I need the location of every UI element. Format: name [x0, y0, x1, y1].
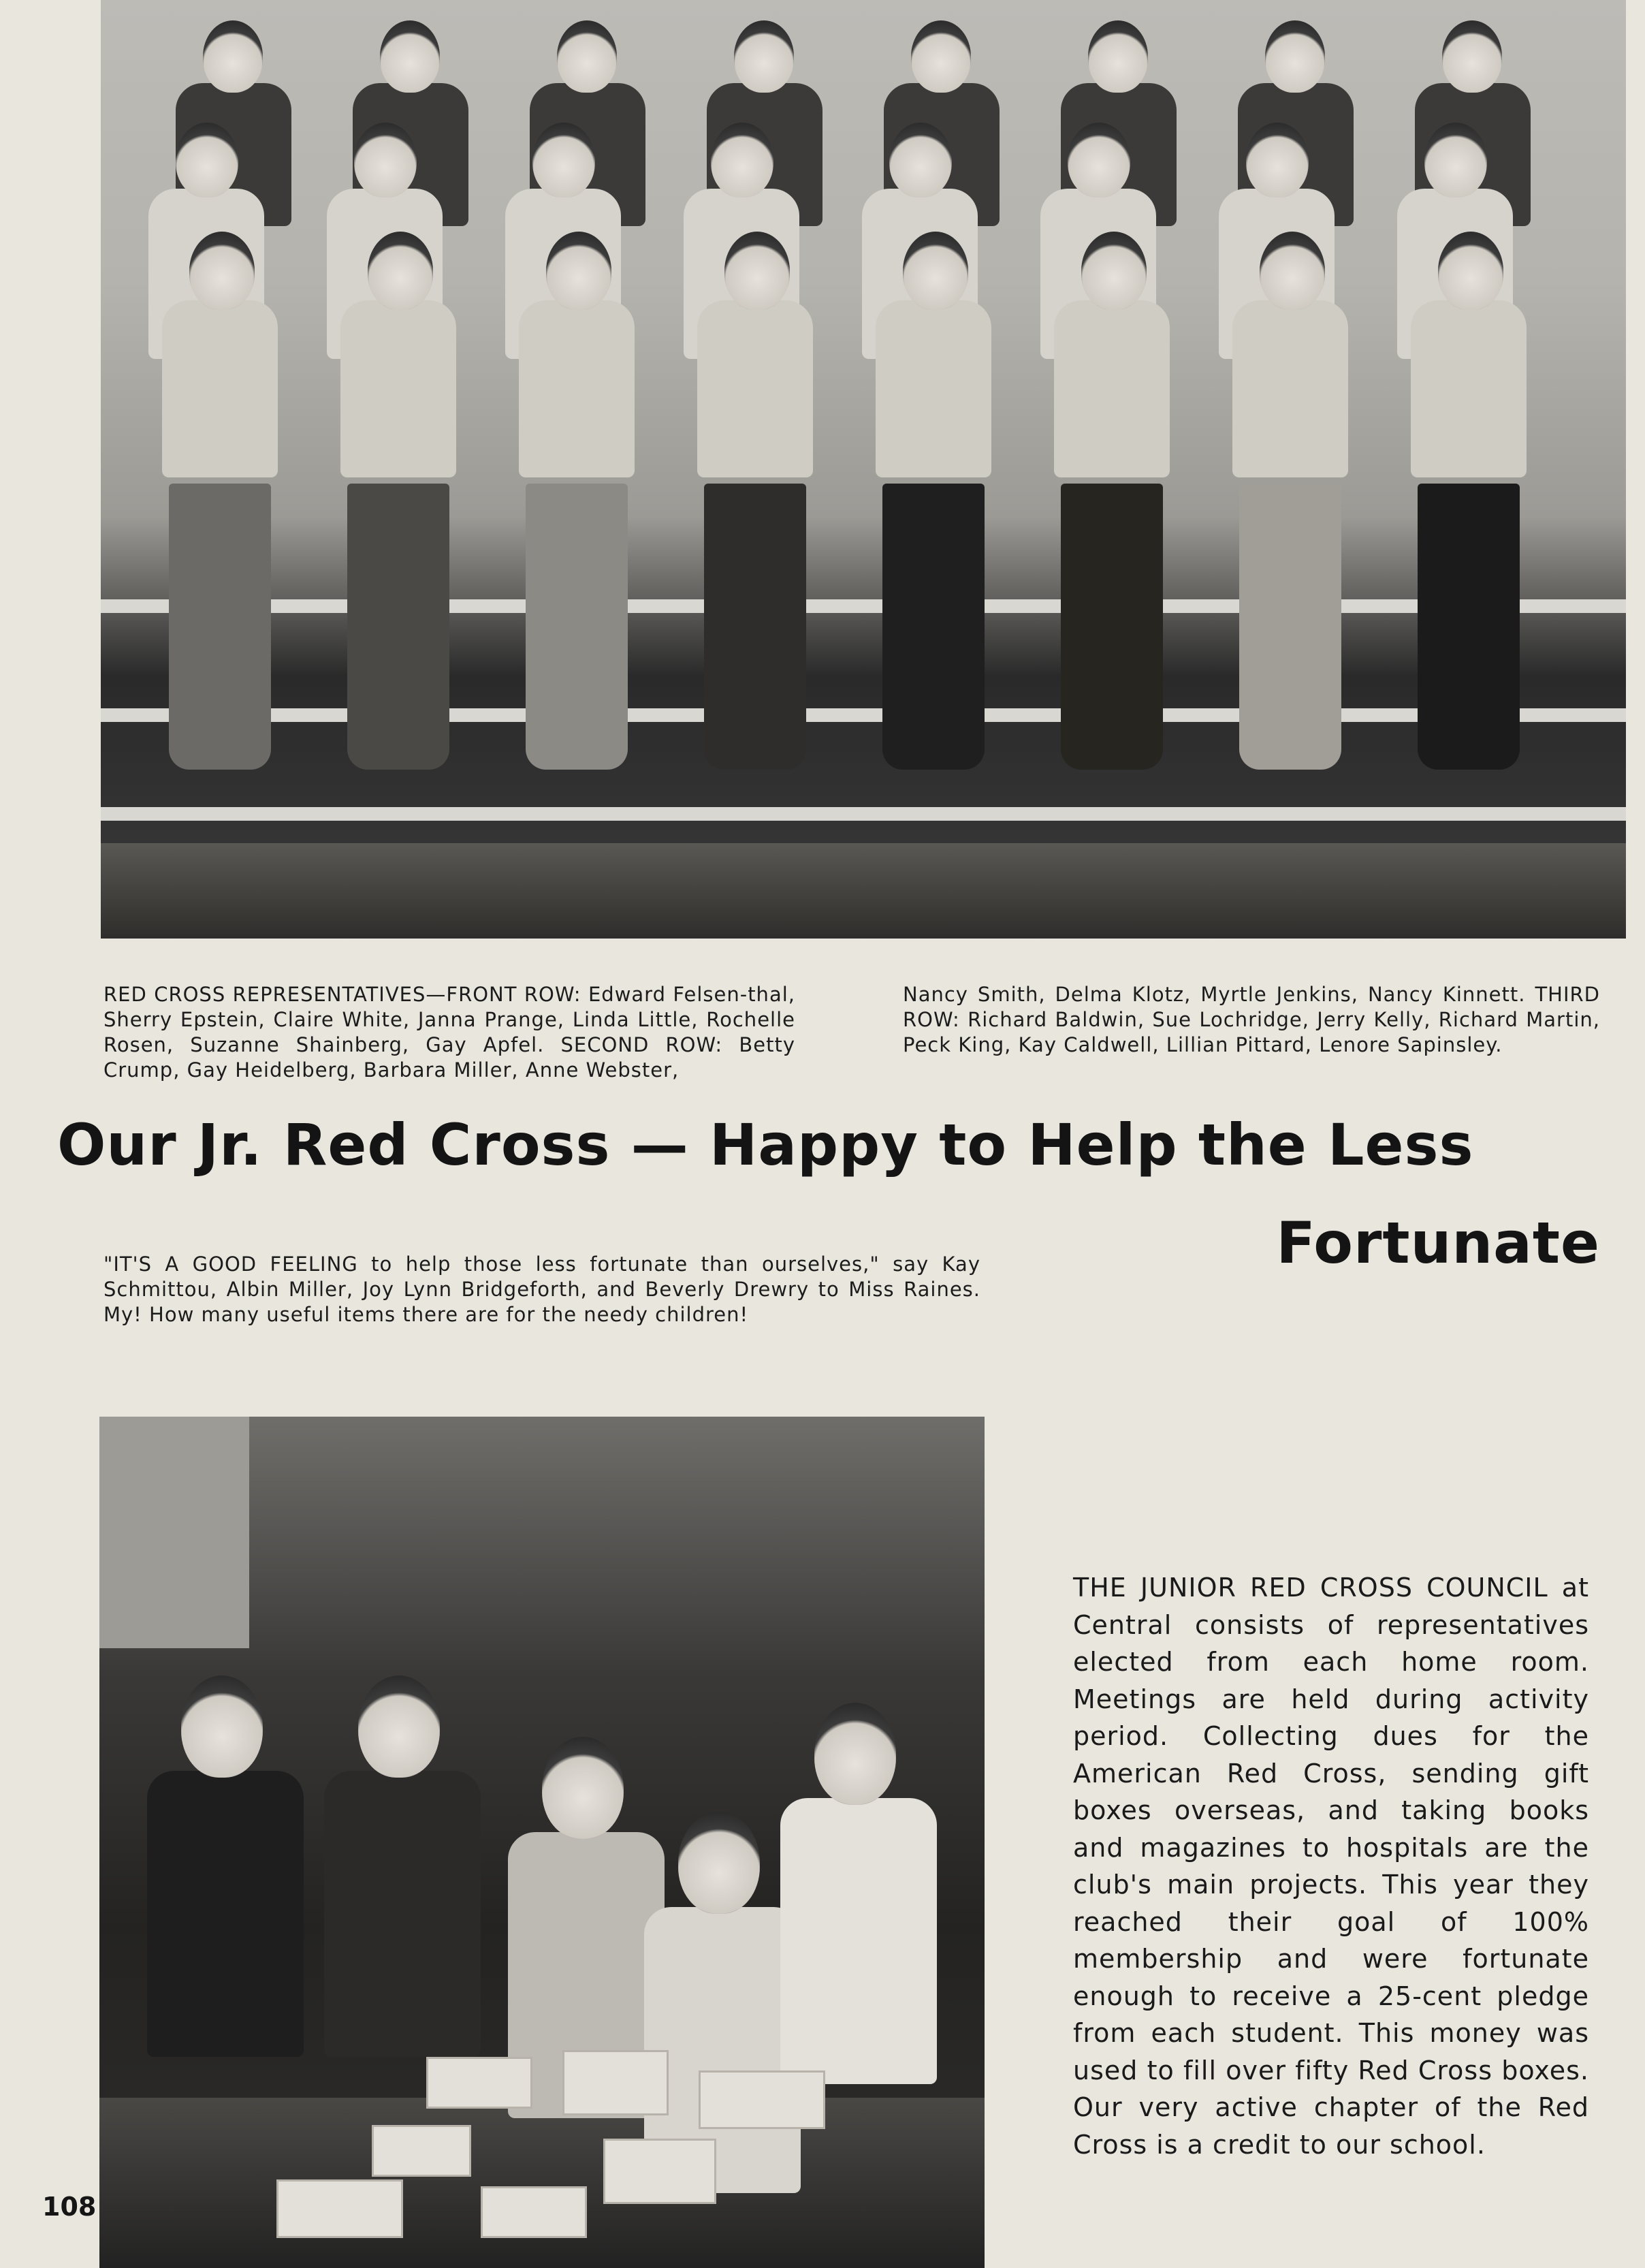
person-head	[1442, 20, 1502, 93]
person-head	[1088, 20, 1148, 93]
person-head	[189, 232, 255, 310]
riser-step	[101, 708, 1626, 722]
person-head	[724, 232, 790, 310]
person-head	[1246, 123, 1309, 198]
worker-body	[147, 1771, 304, 2057]
person-head	[1424, 123, 1487, 198]
person-body	[1232, 300, 1348, 477]
photo-wall	[99, 1417, 249, 1648]
person-body	[1411, 300, 1527, 477]
workers-photo-caption: "IT'S A GOOD FEELING to help those less fortunate than ourselves," say Kay Schmittou, Albin Miller, Joy Lynn Bridgeforth, and Beverly Drewry to Miss Raines. My! How many useful items there are for the needy children!	[103, 1253, 980, 1326]
person-body	[519, 300, 635, 477]
worker-head	[181, 1675, 263, 1778]
gift-box	[699, 2070, 825, 2129]
person-skirt	[1061, 484, 1163, 770]
person-head	[203, 20, 263, 93]
person-skirt	[347, 484, 449, 770]
person-skirt	[169, 484, 271, 770]
person-body	[697, 300, 813, 477]
person-head	[557, 20, 617, 93]
person-head	[1081, 232, 1147, 310]
gift-box	[426, 2057, 532, 2109]
page-headline-continued: Fortunate	[1276, 1210, 1600, 1276]
person-head	[380, 20, 440, 93]
person-head	[889, 123, 952, 198]
person-skirt	[704, 484, 806, 770]
person-head	[546, 232, 611, 310]
person-head	[176, 123, 238, 198]
person-head	[368, 232, 433, 310]
person-body	[1054, 300, 1170, 477]
person-body	[876, 300, 991, 477]
page-headline: Our Jr. Red Cross — Happy to Help the Less	[57, 1112, 1474, 1178]
workers-photo	[99, 1417, 985, 2268]
article-body: THE JUNIOR RED CROSS COUNCIL at Central consists of representatives elected from each home room. Meetings are held during activity period. Collecting dues for the American Red Cross, sending gift boxes overseas, and taking books and magazines to hospitals are the club's main projects. This year they reached their goal of 100% membership and were fortunate enough to receive a 25-cent pledge from each student. This money was used to fill over fifty Red Cross boxes. Our very active chapter of the Red Cross is a credit to our school.	[1073, 1573, 1589, 2160]
worker-head	[358, 1675, 440, 1778]
group-photo	[101, 0, 1626, 939]
person-head	[734, 20, 794, 93]
person-body	[162, 300, 278, 477]
person-head	[1260, 232, 1325, 310]
worker-body	[780, 1798, 937, 2084]
group-photo-caption-left: RED CROSS REPRESENTATIVES—FRONT ROW: Edward Felsen-thal, Sherry Epstein, Claire White, Janna Prange, Linda Little, Rochelle Rosen, Suzanne Shainberg, Gay Apfel. SECOND ROW: Betty Crump, Gay Heidelberg, Barbara Miller, Anne Webster,	[103, 983, 795, 1082]
gift-box	[603, 2139, 716, 2204]
person-head	[1068, 123, 1130, 198]
person-skirt	[1418, 484, 1520, 770]
worker-body	[324, 1771, 481, 2057]
photo-table	[99, 2098, 985, 2268]
worker-head	[542, 1737, 624, 1839]
gift-box	[276, 2179, 403, 2238]
gift-box	[372, 2125, 471, 2177]
person-head	[1265, 20, 1325, 93]
person-skirt	[882, 484, 985, 770]
person-head	[1438, 232, 1503, 310]
person-head	[903, 232, 968, 310]
worker-head	[678, 1812, 760, 1914]
person-skirt	[1239, 484, 1341, 770]
person-head	[354, 123, 417, 198]
person-body	[340, 300, 456, 477]
worker-head	[814, 1703, 896, 1805]
page-number: 108	[42, 2192, 97, 2222]
riser-step	[101, 599, 1626, 613]
stage-floor	[101, 843, 1626, 939]
person-head	[911, 20, 971, 93]
gift-box	[481, 2186, 587, 2238]
group-photo-caption-right: Nancy Smith, Delma Klotz, Myrtle Jenkins, Nancy Kinnett. THIRD ROW: Richard Baldwin, Sue Lochridge, Jerry Kelly, Richard Martin, Peck King, Kay Caldwell, Lillian Pittard, Lenore Sapinsley.	[903, 983, 1600, 1056]
person-head	[532, 123, 595, 198]
person-head	[711, 123, 773, 198]
person-skirt	[526, 484, 628, 770]
riser-step	[101, 807, 1626, 821]
gift-box	[562, 2050, 669, 2115]
